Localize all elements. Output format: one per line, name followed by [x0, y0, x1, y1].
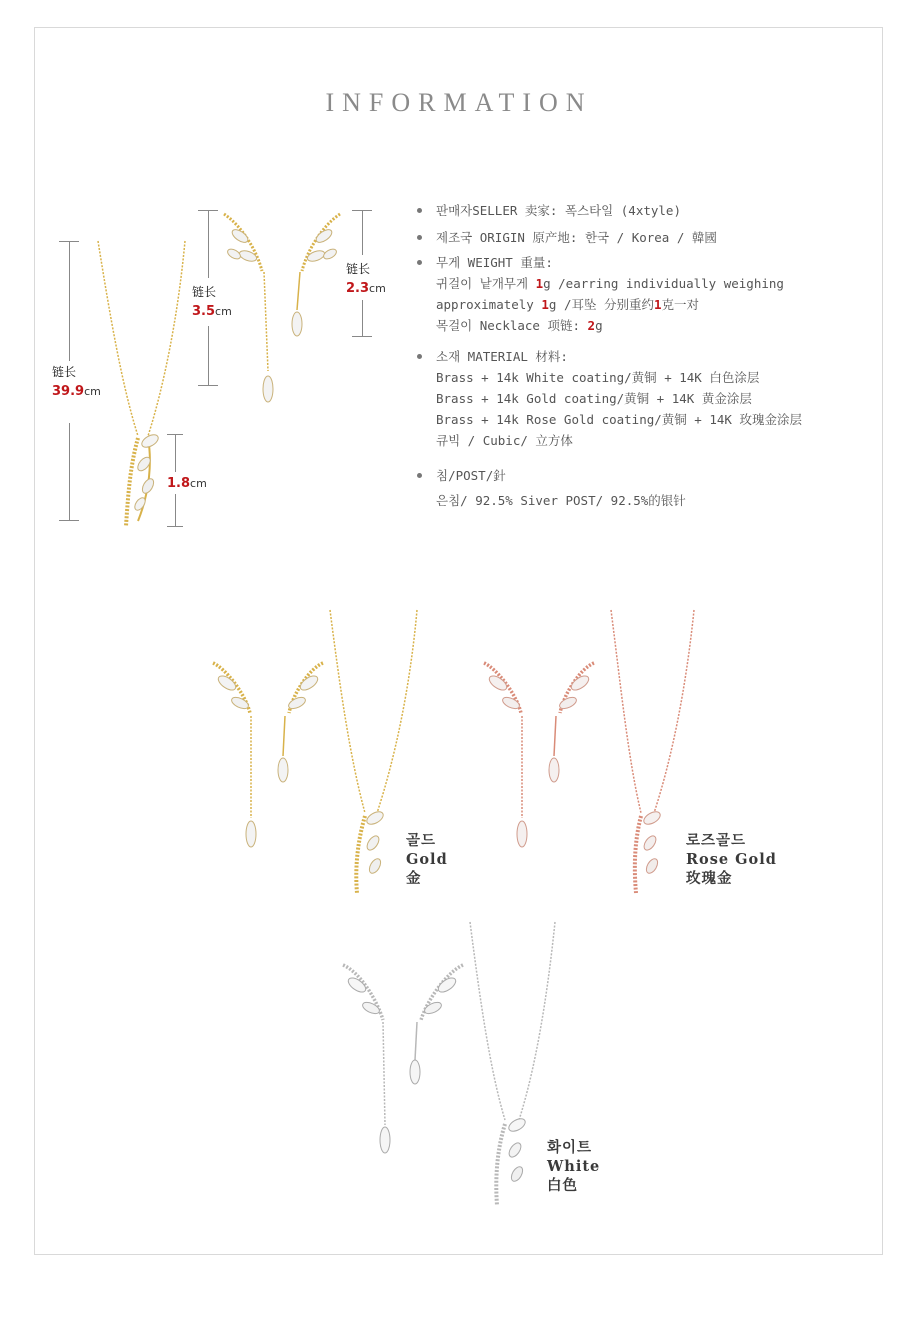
- info-material-cubic: 큐빅 / Cubic/ 立方体: [436, 433, 573, 448]
- product-info-list: [416, 200, 886, 511]
- gold-earrings: [213, 663, 323, 847]
- info-post-value: 은침/ 92.5% Siver POST/ 92.5%的银针: [436, 493, 686, 508]
- diagram-necklace-illustration: [90, 236, 200, 536]
- gold-necklace: [330, 610, 417, 893]
- white-jewelry-illustration: [335, 920, 560, 1210]
- necklace-measure-line-bottom: [69, 423, 70, 520]
- pendant-length-label: 1.8cm: [167, 476, 207, 491]
- measure-cap: [352, 336, 372, 337]
- info-weight-header: 무게 WEIGHT 重量:: [416, 252, 886, 273]
- white-label: 화이트 White 白色: [547, 1139, 601, 1194]
- gold-jewelry-illustration: [205, 608, 420, 898]
- measure-cap: [352, 210, 372, 211]
- measure-cap: [59, 520, 79, 521]
- info-material-header: 소재 MATERIAL 材料:: [416, 346, 886, 367]
- earring-drop-line-bottom: [208, 326, 209, 386]
- info-material-rose: Brass + 14k Rose Gold coating/黄铜 + 14K 玫瑰金涂层: [436, 412, 802, 427]
- rose-gold-necklace: [611, 610, 694, 893]
- earring-top-label: 链长 2.3cm: [346, 262, 386, 296]
- white-necklace: [470, 922, 555, 1205]
- gold-label: 골드 Gold 金: [406, 832, 448, 887]
- info-origin: 제조국 ORIGIN 原产地: 한국 / Korea / 韓國: [416, 227, 886, 248]
- earring-drop-label: 链长 3.5cm: [192, 285, 232, 319]
- rose-gold-earrings: [484, 663, 594, 847]
- white-earrings: [343, 965, 463, 1153]
- info-material-gold: Brass + 14k Gold coating/黄铜 + 14K 黄金涂层: [436, 391, 752, 406]
- rose-gold-jewelry-illustration: [476, 608, 696, 898]
- info-post-header: 침/POST/針: [416, 465, 886, 486]
- diagram-earrings-illustration: [212, 206, 352, 411]
- info-material-white: Brass + 14k White coating/黄铜 + 14K 白色涂层: [436, 370, 760, 385]
- rose-gold-label: 로즈골드 Rose Gold 玫瑰金: [686, 832, 777, 887]
- measure-cap: [59, 241, 79, 242]
- necklace-measure-line-top: [69, 241, 70, 361]
- page-title: INFORMATION: [325, 88, 593, 117]
- info-seller: 판매자SELLER 卖家: 폭스타일 (4xtyle): [416, 200, 886, 221]
- info-weight-earring-zh: approximately 1g /耳坠 分别重约1克一对: [436, 297, 700, 312]
- earring-drop-line-top: [208, 210, 209, 278]
- necklace-length-label: 链长 39.9cm: [52, 365, 101, 399]
- earring-top-line-bottom: [362, 300, 363, 336]
- earring-top-line-top: [362, 210, 363, 255]
- info-weight-earring: 귀걸이 낱개무게 1g /earring individually weighing: [436, 276, 784, 291]
- info-weight-necklace: 목걸이 Necklace 项链: 2g: [436, 318, 603, 333]
